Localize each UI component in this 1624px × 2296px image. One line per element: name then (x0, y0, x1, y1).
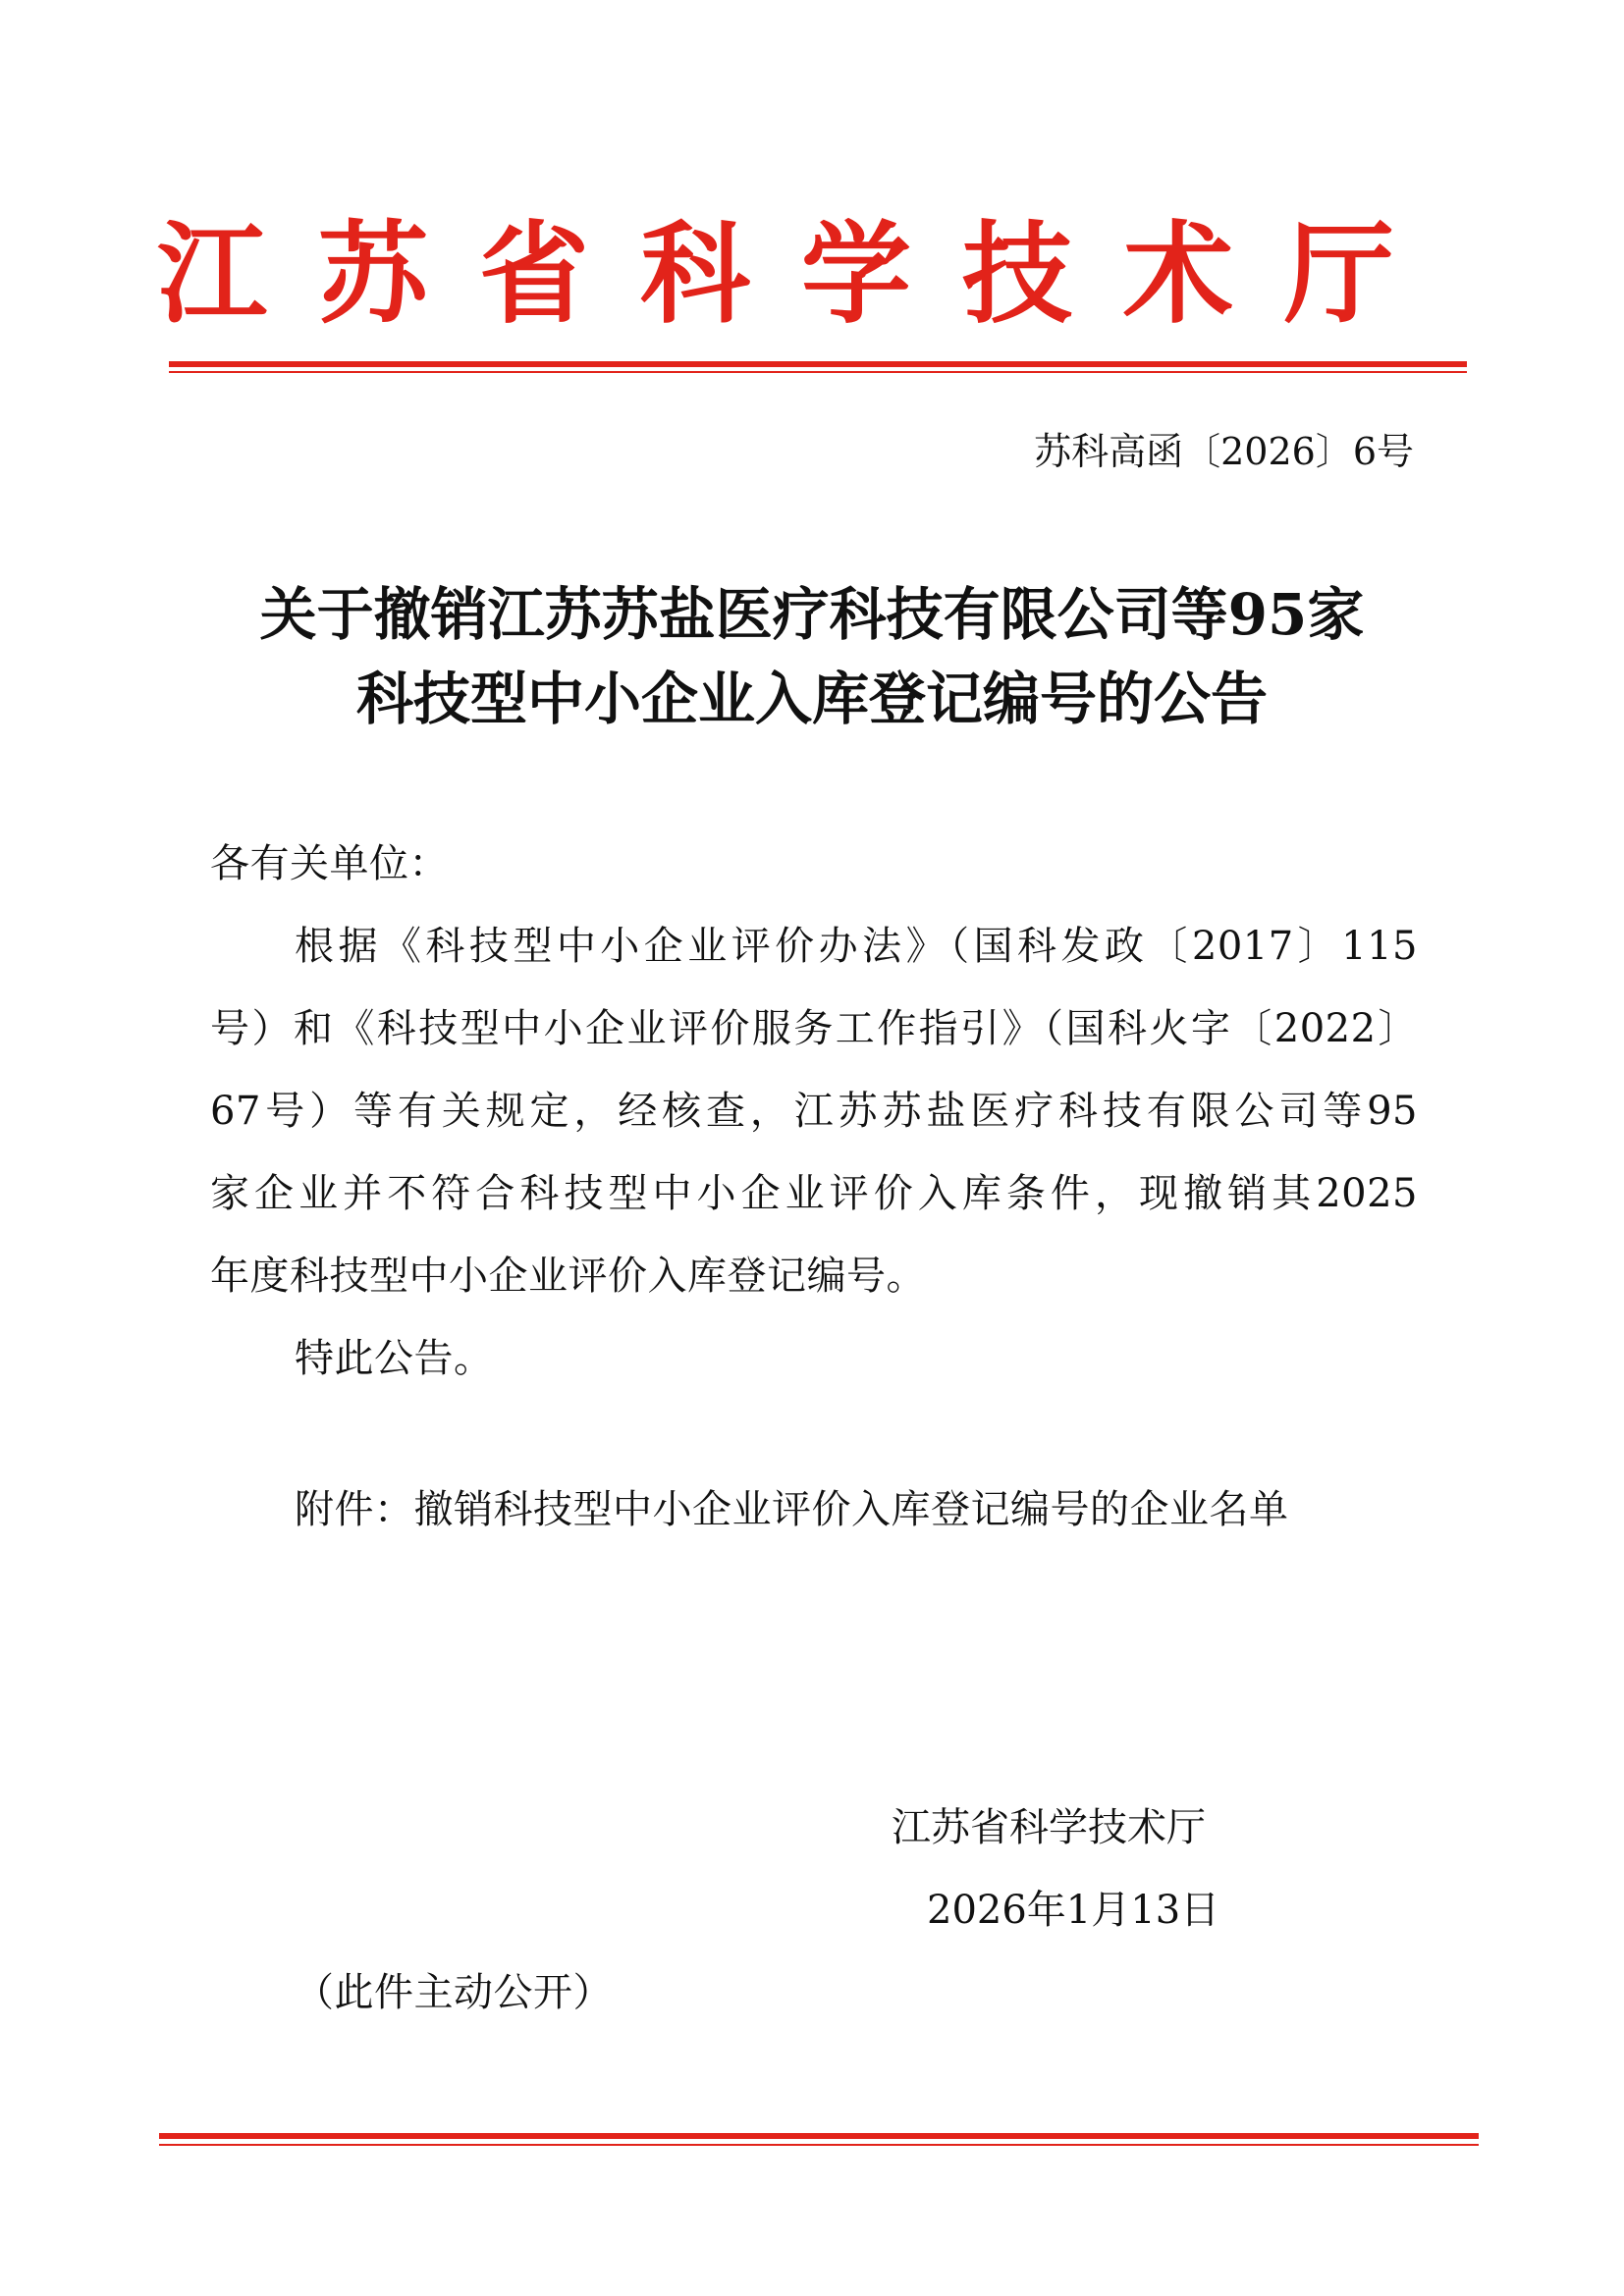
footer-divider-thin (159, 2144, 1479, 2146)
header-divider-thick (169, 361, 1467, 367)
document-title-line-1: 关于撤销江苏苏盐医疗科技有限公司等95家 (259, 581, 1365, 648)
salutation: 各有关单位： (210, 841, 449, 886)
paragraph-line: 号）和《科技型中小企业评价服务工作指引》（国科火字〔2022〕 (210, 1006, 1418, 1051)
letterhead-char: 技 (962, 211, 1072, 339)
letterhead-char: 科 (640, 211, 750, 339)
letterhead-char: 省 (479, 211, 589, 339)
attachment-note: 附件：撤销科技型中小企业评价入库登记编号的企业名单 (295, 1487, 1289, 1532)
letterhead-char: 厅 (1284, 211, 1394, 339)
signature-org: 江苏省科学技术厅 (892, 1805, 1206, 1850)
letterhead-title (157, 206, 1394, 344)
letterhead-char: 江 (157, 211, 267, 339)
footer-divider-thick (159, 2133, 1479, 2139)
paragraph-line: 67号）等有关规定，经核查，江苏苏盐医疗科技有限公司等95 (210, 1089, 1418, 1134)
paragraph-line: 年度科技型中小企业评价入库登记编号。 (210, 1254, 926, 1299)
letterhead-char: 苏 (318, 211, 428, 339)
closing-statement: 特此公告。 (295, 1336, 494, 1381)
paragraph-line: 家企业并不符合科技型中小企业评价入库条件，现撤销其2025 (210, 1171, 1418, 1216)
signature-date: 2026年1月13日 (927, 1888, 1220, 1933)
document-title-line-2: 科技型中小企业入库登记编号的公告 (355, 666, 1268, 732)
letterhead-char: 术 (1123, 211, 1233, 339)
header-divider-thin (169, 371, 1467, 373)
paragraph-line: 根据《科技型中小企业评价办法》（国科发政〔2017〕115 (295, 924, 1418, 969)
disclosure-note: （此件主动公开） (295, 1970, 613, 2015)
document-number: 苏科高函〔2026〕6号 (1034, 430, 1414, 473)
letterhead-char: 学 (801, 211, 911, 339)
